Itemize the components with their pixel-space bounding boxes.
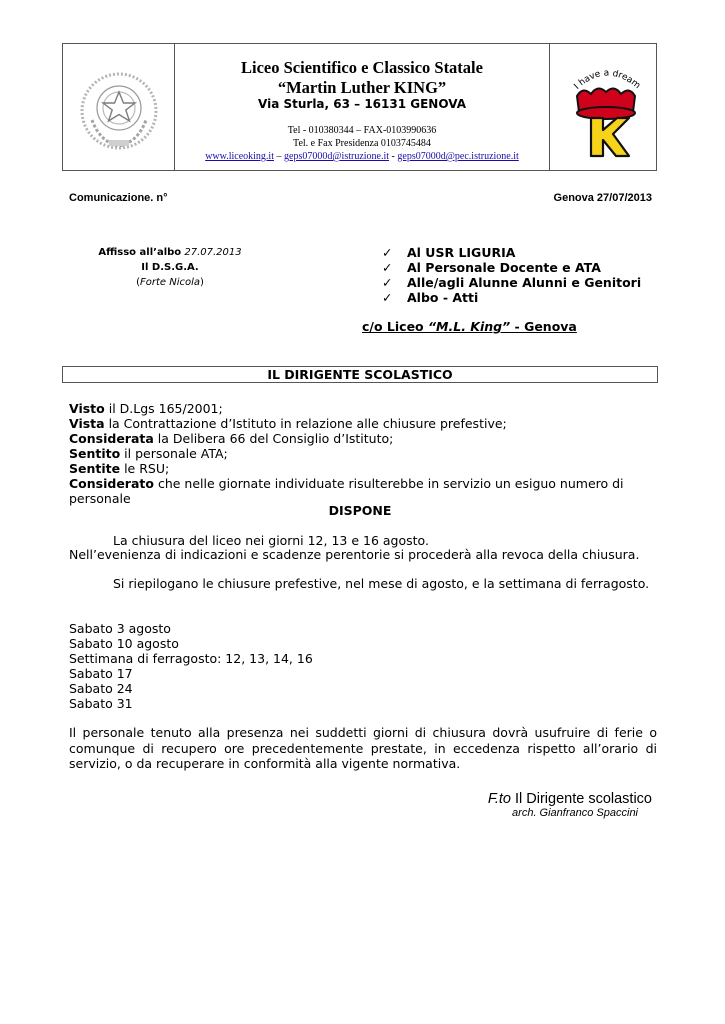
italian-republic-emblem-icon [78,70,160,152]
consideration-line [69,446,659,461]
affisso-role: Il D.S.G.A. [141,262,199,273]
school-name [175,58,549,98]
website-link[interactable]: www.liceoking.it [205,151,274,162]
signature-role: Il Dirigente scolastico [510,791,652,807]
affisso-label: Affisso all’albo [98,247,182,258]
consideration-line [69,431,659,446]
closure-date: Sabato 31 [69,696,133,711]
paren-open: ( [136,277,140,288]
check-icon: ✓ [382,290,393,305]
closure-date: Sabato 3 agosto [69,621,171,636]
document-date: Genova 27/07/2013 [553,192,652,204]
check-icon: ✓ [382,260,393,275]
consideration-keyword: Sentito [69,446,121,461]
care-of-prefix: c/o Liceo [362,319,428,334]
consideration-text: il D.Lgs 165/2001; [104,401,223,416]
signature-title [430,791,652,807]
check-icon: ✓ [382,275,393,290]
recipient-item [382,290,641,305]
affisso-name-line [84,275,256,290]
consideration-line [69,401,659,416]
closure-date: Sabato 10 agosto [69,636,179,651]
care-of-suffix: - Genova [510,319,577,334]
consideration-line [69,461,659,476]
summary-intro: Si riepilogano le chiusure prefestive, nel mese di agosto, e la settimana di ferragosto. [113,576,650,591]
email-link[interactable]: geps07000d@istruzione.it [284,151,390,162]
closure-date: Sabato 17 [69,666,133,681]
school-phone-fax: Tel - 010380344 – FAX-0103990636 [287,125,437,136]
affisso-name: Forte Nicola [139,277,200,288]
comunicazione-number: Comunicazione. n° [69,192,168,204]
school-name-line2: “Martin Luther KING” [277,78,447,97]
school-address: Via Sturla, 63 – 16131 GENOVA [258,97,466,111]
recipient-label: Al Personale Docente e ATA [407,260,601,275]
consideration-keyword: Visto [69,401,105,416]
dispone-heading: DISPONE [328,503,392,518]
presidenza-phone: Tel. e Fax Presidenza 0103745484 [293,138,431,149]
closure-date: Sabato 24 [69,681,133,696]
considerations-block [69,401,659,506]
school-name-line1: Liceo Scientifico e Classico Statale [241,58,483,77]
affisso-line [84,245,256,260]
svg-text:I have a dream [573,68,642,91]
consideration-text: la Delibera 66 del Consiglio d’Istituto; [153,431,394,446]
consideration-text: che nelle giornate individuate risulterebbe in servizio un esiguo numero di personale [69,476,624,506]
consideration-keyword: Considerato [69,476,154,491]
consideration-line [69,476,659,506]
contact-links [175,151,549,162]
staff-instructions: Il personale tenuto alla presenza nei suddetti giorni di chiusura dovrà usufruire di ferie o comunque di recupero ore precedentemente prestate, in eccedenza rispetto all’orario di servizio, o da recuperare in conformità alla vigente normativa. [69,725,657,771]
consideration-keyword: Considerata [69,431,154,446]
recipient-item [382,260,641,275]
consideration-text: le RSU; [120,461,170,476]
consideration-keyword: Sentite [69,461,121,476]
consideration-line [69,416,659,431]
link-separator: – [274,151,284,162]
care-of-name: “M.L. King” [428,319,511,334]
recipient-item [382,275,641,290]
consideration-keyword: Vista [69,416,105,431]
section-title: IL DIRIGENTE SCOLASTICO [62,366,658,383]
recipient-label: Alle/agli Alunne Alunni e Genitori [407,275,642,290]
letterhead-divider-right [549,43,550,171]
recipient-label: Albo - Atti [407,290,479,305]
signature-fto: F.to [487,791,511,807]
affisso-block [84,245,256,290]
check-icon: ✓ [382,245,393,260]
consideration-text: il personale ATA; [120,446,228,461]
king-crown-k-logo-icon [563,62,649,162]
closure-date: Settimana di ferragosto: 12, 13, 14, 16 [69,651,313,666]
recipients-list [382,245,641,305]
consideration-text: la Contrattazione d’Istituto in relazione alle chiusure prefestive; [104,416,507,431]
revocation-note: Nell’evenienza di indicazioni e scadenze perentorie si procederà alla revoca della chiusura. [69,547,640,562]
care-of-line [362,319,577,334]
recipient-label: Al USR LIGURIA [407,245,516,260]
pec-link[interactable]: geps07000d@pec.istruzione.it [397,151,519,162]
closure-statement: La chiusura del liceo nei giorni 12, 13 e 16 agosto. [113,533,429,548]
signature-name: arch. Gianfranco Spaccini [512,807,638,819]
affisso-date: 27.07.2013 [184,247,242,258]
recipient-item [382,245,641,260]
paren-close: ) [200,277,204,288]
closure-dates-list [69,621,313,711]
link-separator: - [389,151,398,162]
logo-motto: I have a dream [572,68,642,92]
